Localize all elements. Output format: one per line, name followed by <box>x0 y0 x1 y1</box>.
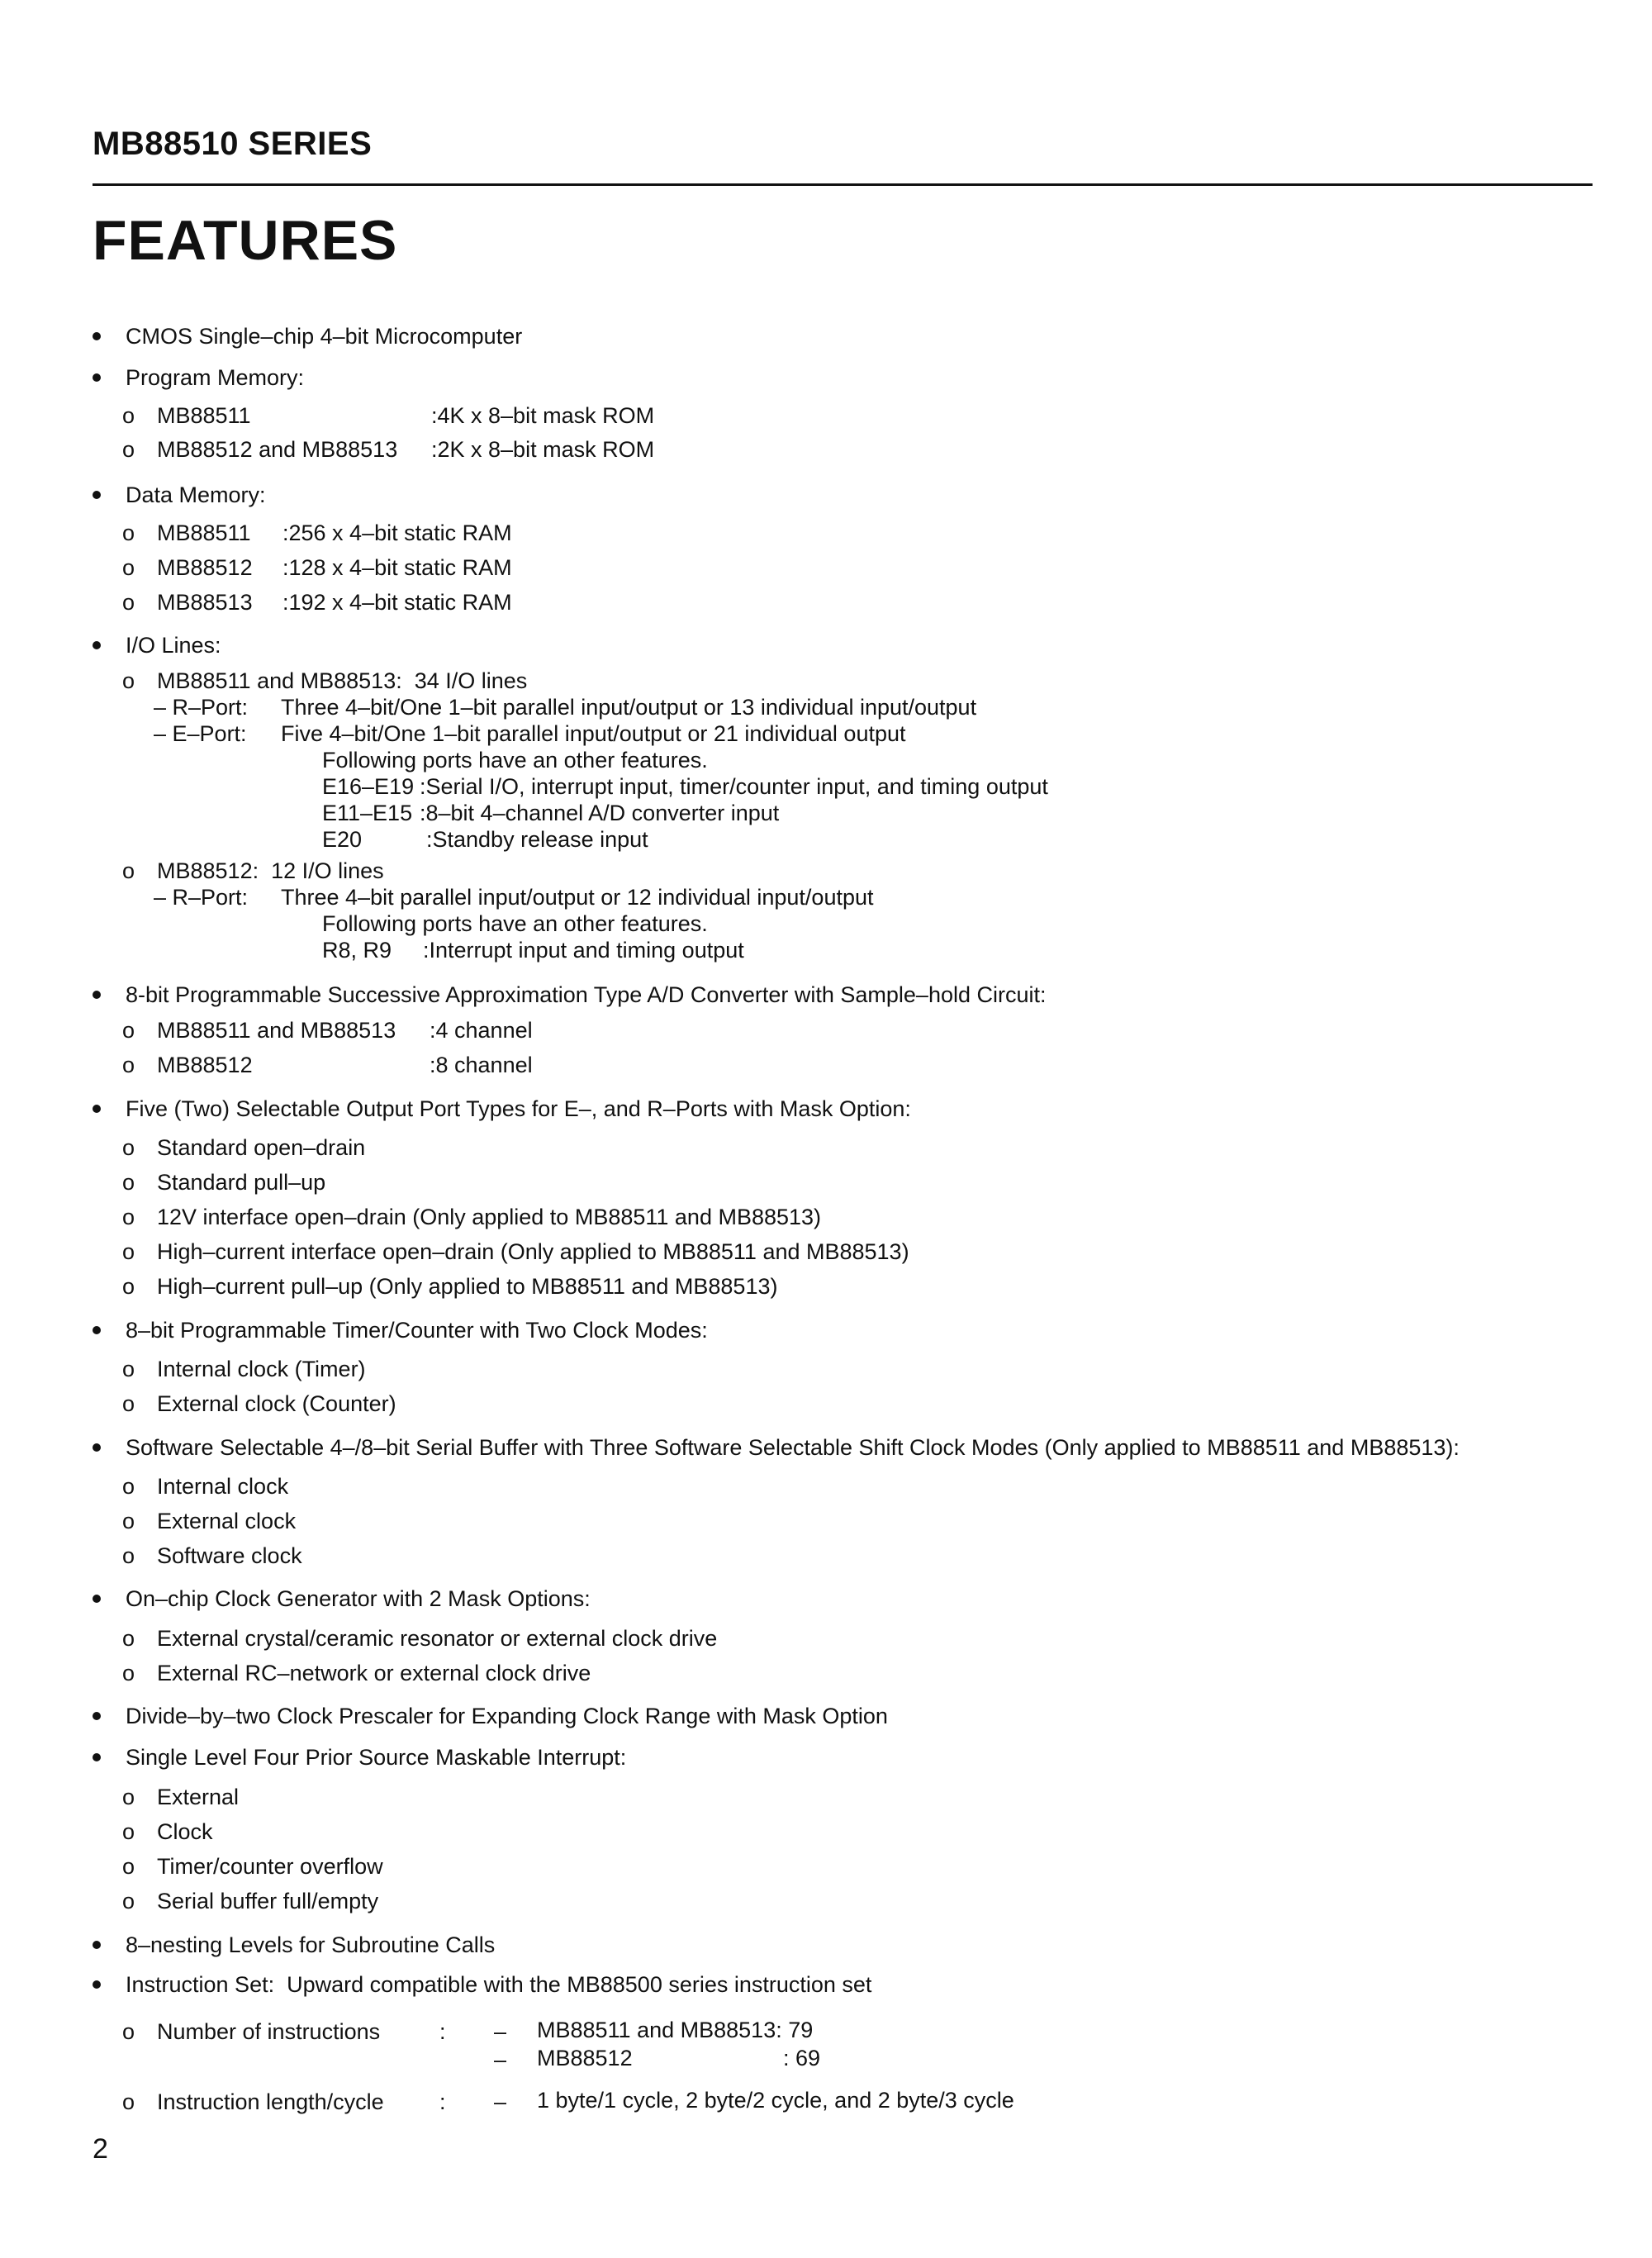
bullet-output-port-types: Five (Two) Selectable Output Port Types for E–, and R–Ports with Mask Option: <box>126 1096 911 1121</box>
pm-spec: :4K x 8–bit mask ROM <box>431 403 655 428</box>
bullet-data-memory: Data Memory: <box>126 482 266 507</box>
bullet-nesting-levels: 8–nesting Levels for Subroutine Calls <box>126 1932 496 1957</box>
interrupt-source: Clock <box>157 1819 213 1844</box>
io-r-port-desc: Three 4–bit/One 1–bit parallel input/output or 13 individual input/output <box>281 695 977 720</box>
sub-marker: o <box>122 2019 135 2044</box>
bullet-serial-buffer: Software Selectable 4–/8–bit Serial Buffer with Three Software Selectable Shift Clock Modes (Only applied to MB88511 and MB88513): <box>126 1435 1460 1460</box>
instruction-count-label: Number of instructions <box>157 2019 381 2044</box>
dm-device: MB88513 <box>157 590 253 615</box>
instruction-count-b-label: MB88512 <box>537 2046 633 2070</box>
ad-spec: :4 channel <box>430 1018 533 1043</box>
dm-device: MB88512 <box>157 555 253 580</box>
ad-device: MB88512 <box>157 1053 253 1077</box>
instruction-length-label: Instruction length/cycle <box>157 2089 384 2114</box>
bullet-clock-generator: On–chip Clock Generator with 2 Mask Options: <box>126 1586 591 1611</box>
bullet-timer-counter: 8–bit Programmable Timer/Counter with Two Clock Modes: <box>126 1318 708 1343</box>
sub-marker: o <box>122 1170 135 1195</box>
bullet-dot <box>93 1326 101 1334</box>
page-number: 2 <box>93 2133 108 2165</box>
serial-clock-mode: Internal clock <box>157 1474 289 1499</box>
instruction-colon: : <box>439 2019 446 2044</box>
dm-spec: :192 x 4–bit static RAM <box>282 590 512 615</box>
io-following1: Following ports have an other features. <box>322 748 708 772</box>
io-r-port2-desc: Three 4–bit parallel input/output or 12 individual input/output <box>281 885 874 910</box>
instruction-count-b-value: : 69 <box>783 2046 821 2070</box>
instruction-dash: – <box>494 2047 507 2072</box>
clock-option: External RC–network or external clock drive <box>157 1661 591 1685</box>
io-e-feature-desc: :Serial I/O, interrupt input, timer/counter input, and timing output <box>420 774 1048 799</box>
serial-clock-mode: Software clock <box>157 1543 302 1568</box>
sub-marker: o <box>122 1626 135 1651</box>
sub-marker: o <box>122 1889 135 1913</box>
pm-spec: :2K x 8–bit mask ROM <box>431 437 655 462</box>
series-title: MB88510 SERIES <box>93 126 373 162</box>
sub-marker: o <box>122 437 135 462</box>
interrupt-source: External <box>157 1785 240 1809</box>
instruction-colon: : <box>439 2089 446 2114</box>
sub-marker: o <box>122 1543 135 1568</box>
instruction-dash: – <box>494 2019 507 2044</box>
output-port-type: Standard pull–up <box>157 1170 326 1195</box>
sub-marker: o <box>122 1135 135 1160</box>
ad-device: MB88511 and MB88513 <box>157 1018 396 1043</box>
timer-mode: External clock (Counter) <box>157 1391 396 1416</box>
output-port-type: Standard open–drain <box>157 1135 366 1160</box>
sub-marker: o <box>122 555 135 580</box>
sub-marker: o <box>122 1391 135 1416</box>
interrupt-source: Serial buffer full/empty <box>157 1889 379 1913</box>
sub-marker: o <box>122 521 135 545</box>
output-port-type: 12V interface open–drain (Only applied to MB88511 and MB88513) <box>157 1205 822 1229</box>
sub-marker: o <box>122 858 135 883</box>
interrupt-source: Timer/counter overflow <box>157 1854 383 1879</box>
io-e-port-desc: Five 4–bit/One 1–bit parallel input/output or 21 individual output <box>281 721 906 746</box>
sub-marker: o <box>122 1274 135 1299</box>
bullet-prescaler: Divide–by–two Clock Prescaler for Expanding Clock Range with Mask Option <box>126 1704 888 1728</box>
io-following2: Following ports have an other features. <box>322 911 708 936</box>
sub-marker: o <box>122 1854 135 1879</box>
sub-marker: o <box>122 1239 135 1264</box>
io-r-feature-port: R8, R9 <box>322 938 392 963</box>
sub-marker: o <box>122 1474 135 1499</box>
bullet-ad-converter: 8-bit Programmable Successive Approximation Type A/D Converter with Sample–hold Circuit: <box>126 982 1047 1007</box>
bullet-dot <box>93 1712 101 1720</box>
bullet-dot <box>93 373 101 382</box>
dm-device: MB88511 <box>157 521 251 545</box>
serial-clock-mode: External clock <box>157 1509 297 1533</box>
features-heading: FEATURES <box>93 209 398 272</box>
bullet-io-lines: I/O Lines: <box>126 633 221 658</box>
dm-spec: :128 x 4–bit static RAM <box>282 555 512 580</box>
output-port-type: High–current interface open–drain (Only applied to MB88511 and MB88513) <box>157 1239 909 1264</box>
io-group1-title: MB88511 and MB88513: 34 I/O lines <box>157 668 528 693</box>
bullet-dot <box>93 491 101 499</box>
header-rule <box>93 183 1593 186</box>
pm-device: MB88512 and MB88513 <box>157 437 398 462</box>
sub-marker: o <box>122 1018 135 1043</box>
sub-marker: o <box>122 1205 135 1229</box>
io-e-feature-desc: :8–bit 4–channel A/D converter input <box>420 801 780 825</box>
sub-marker: o <box>122 1053 135 1077</box>
sub-marker: o <box>122 2089 135 2114</box>
io-e-feature-port: E16–E19 <box>322 774 415 799</box>
bullet-dot <box>93 1980 101 1989</box>
bullet-cmos: CMOS Single–chip 4–bit Microcomputer <box>126 324 523 349</box>
instruction-length-value: 1 byte/1 cycle, 2 byte/2 cycle, and 2 byte/3 cycle <box>537 2088 1014 2113</box>
io-e-feature-port: E11–E15 <box>322 801 413 825</box>
bullet-program-memory: Program Memory: <box>126 365 305 390</box>
sub-marker: o <box>122 668 135 693</box>
bullet-dot <box>93 1105 101 1113</box>
instruction-dash: – <box>494 2089 507 2114</box>
sub-marker: o <box>122 1509 135 1533</box>
bullet-dot <box>93 1443 101 1452</box>
io-r-port-label: – R–Port: <box>154 695 249 720</box>
sub-marker: o <box>122 1819 135 1844</box>
bullet-instruction-set: Instruction Set: Upward compatible with the MB88500 series instruction set <box>126 1972 872 1997</box>
pm-device: MB88511 <box>157 403 251 428</box>
bullet-interrupt: Single Level Four Prior Source Maskable Interrupt: <box>126 1745 627 1770</box>
dm-spec: :256 x 4–bit static RAM <box>282 521 512 545</box>
io-group2-title: MB88512: 12 I/O lines <box>157 858 384 883</box>
clock-option: External crystal/ceramic resonator or external clock drive <box>157 1626 718 1651</box>
sub-marker: o <box>122 590 135 615</box>
sub-marker: o <box>122 1785 135 1809</box>
bullet-dot <box>93 1941 101 1949</box>
bullet-dot <box>93 332 101 340</box>
sub-marker: o <box>122 1357 135 1381</box>
bullet-dot <box>93 991 101 999</box>
bullet-dot <box>93 1753 101 1761</box>
ad-spec: :8 channel <box>430 1053 533 1077</box>
io-r-feature-desc: :Interrupt input and timing output <box>423 938 744 963</box>
sub-marker: o <box>122 403 135 428</box>
io-r-port2-label: – R–Port: <box>154 885 249 910</box>
sub-marker: o <box>122 1661 135 1685</box>
io-e-port-label: – E–Port: <box>154 721 247 746</box>
timer-mode: Internal clock (Timer) <box>157 1357 366 1381</box>
io-e-feature-port: E20 <box>322 827 363 852</box>
bullet-dot <box>93 641 101 649</box>
output-port-type: High–current pull–up (Only applied to MB88511 and MB88513) <box>157 1274 778 1299</box>
io-e-feature-desc: :Standby release input <box>426 827 648 852</box>
instruction-count-a: MB88511 and MB88513: 79 <box>537 2018 814 2042</box>
bullet-dot <box>93 1595 101 1603</box>
